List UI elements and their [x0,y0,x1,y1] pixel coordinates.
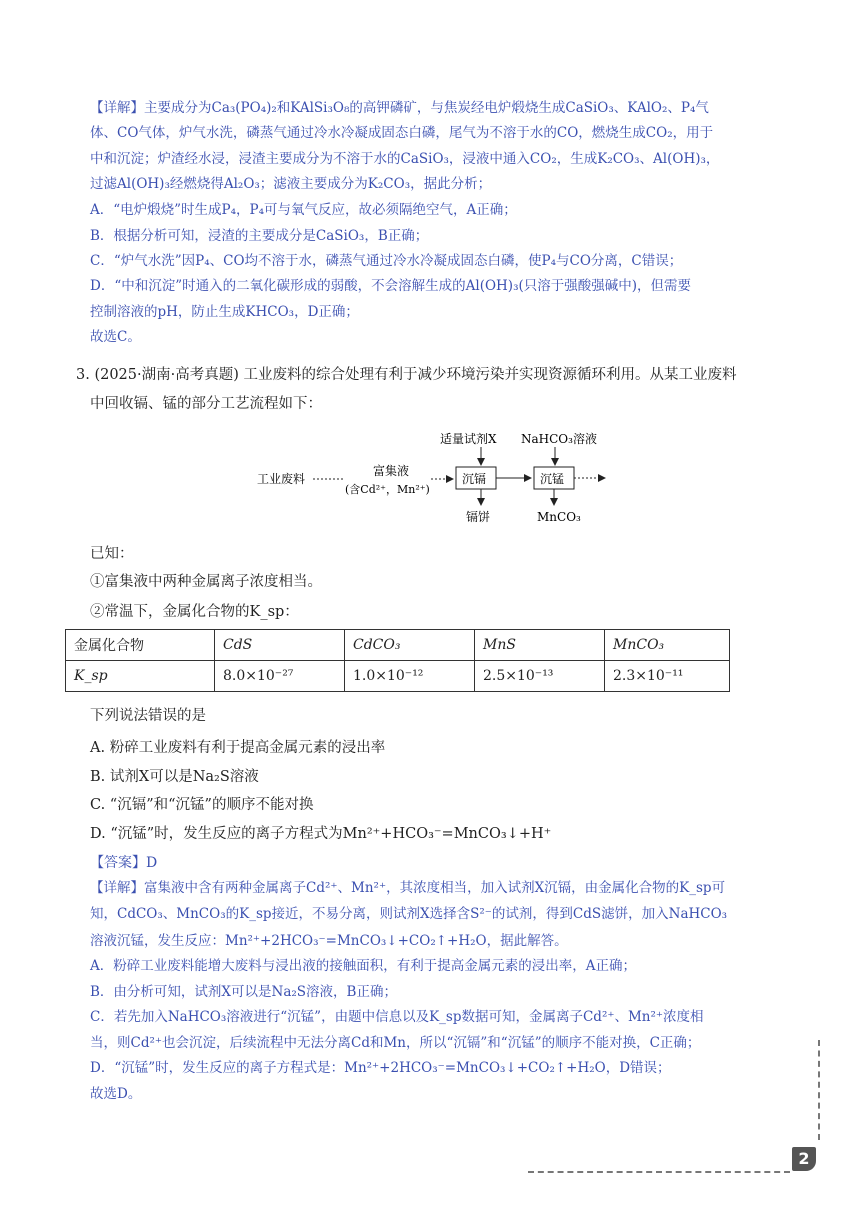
prev-analysis-line-6: B．根据分析可知，浸渣的主要成分是CaSiO₃，B正确； [90,228,429,244]
flow-liquid-label: 富集液 [373,464,410,478]
table-cell: 2.5×10⁻¹³ [475,661,605,692]
known-item-1: ①富集液中两种金属离子浓度相当。 [90,574,322,590]
analysis-line-5: B．由分析可知，试剂X可以是Na₂S溶液，B正确； [90,984,397,1000]
prev-analysis-line-5: A．“电炉煅烧”时生成P₄，P₄可与氧气反应，故必须隔绝空气，A正确； [90,202,517,218]
table-header-cell: 金属化合物 [66,630,215,661]
table-header-cell: MnCO₃ [605,630,730,661]
question-3-line-2: 中回收镉、锰的部分工艺流程如下： [90,396,322,412]
table-header-row [66,630,730,661]
analysis-line-3: 溶液沉锰，发生反应：Mn²⁺+2HCO₃⁻=MnCO₃↓+CO₂↑+H₂O，据此解答。 [90,933,568,949]
flow-source-label: 工业废料 [257,472,306,486]
table-header-cell: CdCO₃ [345,630,475,661]
analysis-line-2: 知，CdCO₃、MnCO₃的K_sp接近，不易分离，则试剂X选择含S²⁻的试剂，得到CdS滤饼，加入NaHCO₃ [90,906,728,922]
analysis-line-7: 当，则Cd²⁺也会沉淀，后续流程中无法分离Cd和Mn，所以“沉镉”和“沉锰”的顺序不能对换，C正确； [90,1035,701,1051]
flow-product1-label: 镉饼 [466,510,491,524]
analysis-line-1: 【详解】富集液中含有两种金属离子Cd²⁺、Mn²⁺，其浓度相当，加入试剂X沉镉，由金属化合物的K_sp可 [90,880,726,896]
flow-liquid-note: (含Cd²⁺，Mn²⁺) [345,483,430,496]
question-stem: 下列说法错误的是 [90,708,206,724]
flow-box1-label: 沉镉 [462,472,487,486]
option-a: A. 粉碎工业废料有利于提高金属元素的浸出率 [90,740,386,756]
flow-reagent-nahco3-label: NaHCO₃溶液 [521,432,597,446]
prev-analysis-line-8: D．“中和沉淀”时通入的二氧化碳形成的弱酸，不会溶解生成的Al(OH)₃(只溶于强酸强碱中)，但需要 [90,278,692,294]
known-title: 已知： [90,546,134,562]
prev-analysis-line-4: 过滤Al(OH)₃经燃烧得Al₂O₃；滤液主要成分为K₂CO₃，据此分析； [90,176,492,192]
option-c: C. “沉镉”和“沉锰”的顺序不能对换 [90,797,314,813]
table-cell: 2.3×10⁻¹¹ [605,661,730,692]
page-corner-vertical-dash [818,1040,820,1140]
table-header-cell: CdS [215,630,345,661]
page-number-badge: 2 [792,1147,816,1171]
table-cell: 8.0×10⁻²⁷ [215,661,345,692]
question-3-line-1: 3. (2025·湖南·高考真题) 工业废料的综合处理有利于减少环境污染并实现资源循环利用。从某工业废料 [76,367,737,383]
prev-analysis-line-10: 故选C。 [90,329,141,345]
page-corner-horizontal-dash [528,1171,790,1173]
process-flow-diagram [255,423,615,527]
analysis-line-9: 故选D。 [90,1086,142,1102]
table-row [66,661,730,692]
ksp-table [65,629,730,692]
prev-analysis-line-1: 【详解】主要成分为Ca₃(PO₄)₂和KAlSi₃O₈的高钾磷矿，与焦炭经电炉煅烧生成CaSiO₃、KAlO₂、P₄气 [90,100,709,116]
prev-analysis-line-3: 中和沉淀；炉渣经水浸，浸渣主要成分为不溶于水的CaSiO₃，浸液中通入CO₂，生成K₂CO₃、Al(OH)₃， [90,151,720,167]
prev-analysis-line-2: 体、CO气体，炉气水洗，磷蒸气通过冷水冷凝成固态白磷，尾气为不溶于水的CO，燃烧生成CO₂，用于 [90,125,714,141]
table-row-label: K_sp [66,661,215,692]
table-header-cell: MnS [475,630,605,661]
prev-analysis-line-9: 控制溶液的pH，防止生成KHCO₃，D正确； [90,304,359,320]
prev-analysis-line-7: C．“炉气水洗”因P₄、CO均不溶于水，磷蒸气通过冷水冷凝成固态白磷，使P₄与CO分离，C错误； [90,253,683,269]
analysis-line-6: C．若先加入NaHCO₃溶液进行“沉锰”，由题中信息以及K_sp数据可知，金属离子Cd²⁺、Mn²⁺浓度相 [90,1009,704,1025]
flow-box2-label: 沉锰 [540,472,565,486]
known-item-2: ②常温下，金属化合物的K_sp： [90,604,299,620]
analysis-line-8: D．“沉锰”时，发生反应的离子方程式是：Mn²⁺+2HCO₃⁻=MnCO₃↓+CO₂↑+H₂O，D错误； [90,1060,671,1076]
option-d: D. “沉锰”时，发生反应的离子方程式为Mn²⁺+HCO₃⁻=MnCO₃↓+H⁺ [90,826,552,842]
flow-reagent-x-label: 适量试剂X [440,432,497,446]
answer-line: 【答案】D [90,855,158,871]
analysis-line-4: A．粉碎工业废料能增大废料与浸出液的接触面积，有利于提高金属元素的浸出率，A正确； [90,958,636,974]
option-b: B. 试剂X可以是Na₂S溶液 [90,769,259,785]
flow-product2-label: MnCO₃ [537,510,581,524]
table-cell: 1.0×10⁻¹² [345,661,475,692]
